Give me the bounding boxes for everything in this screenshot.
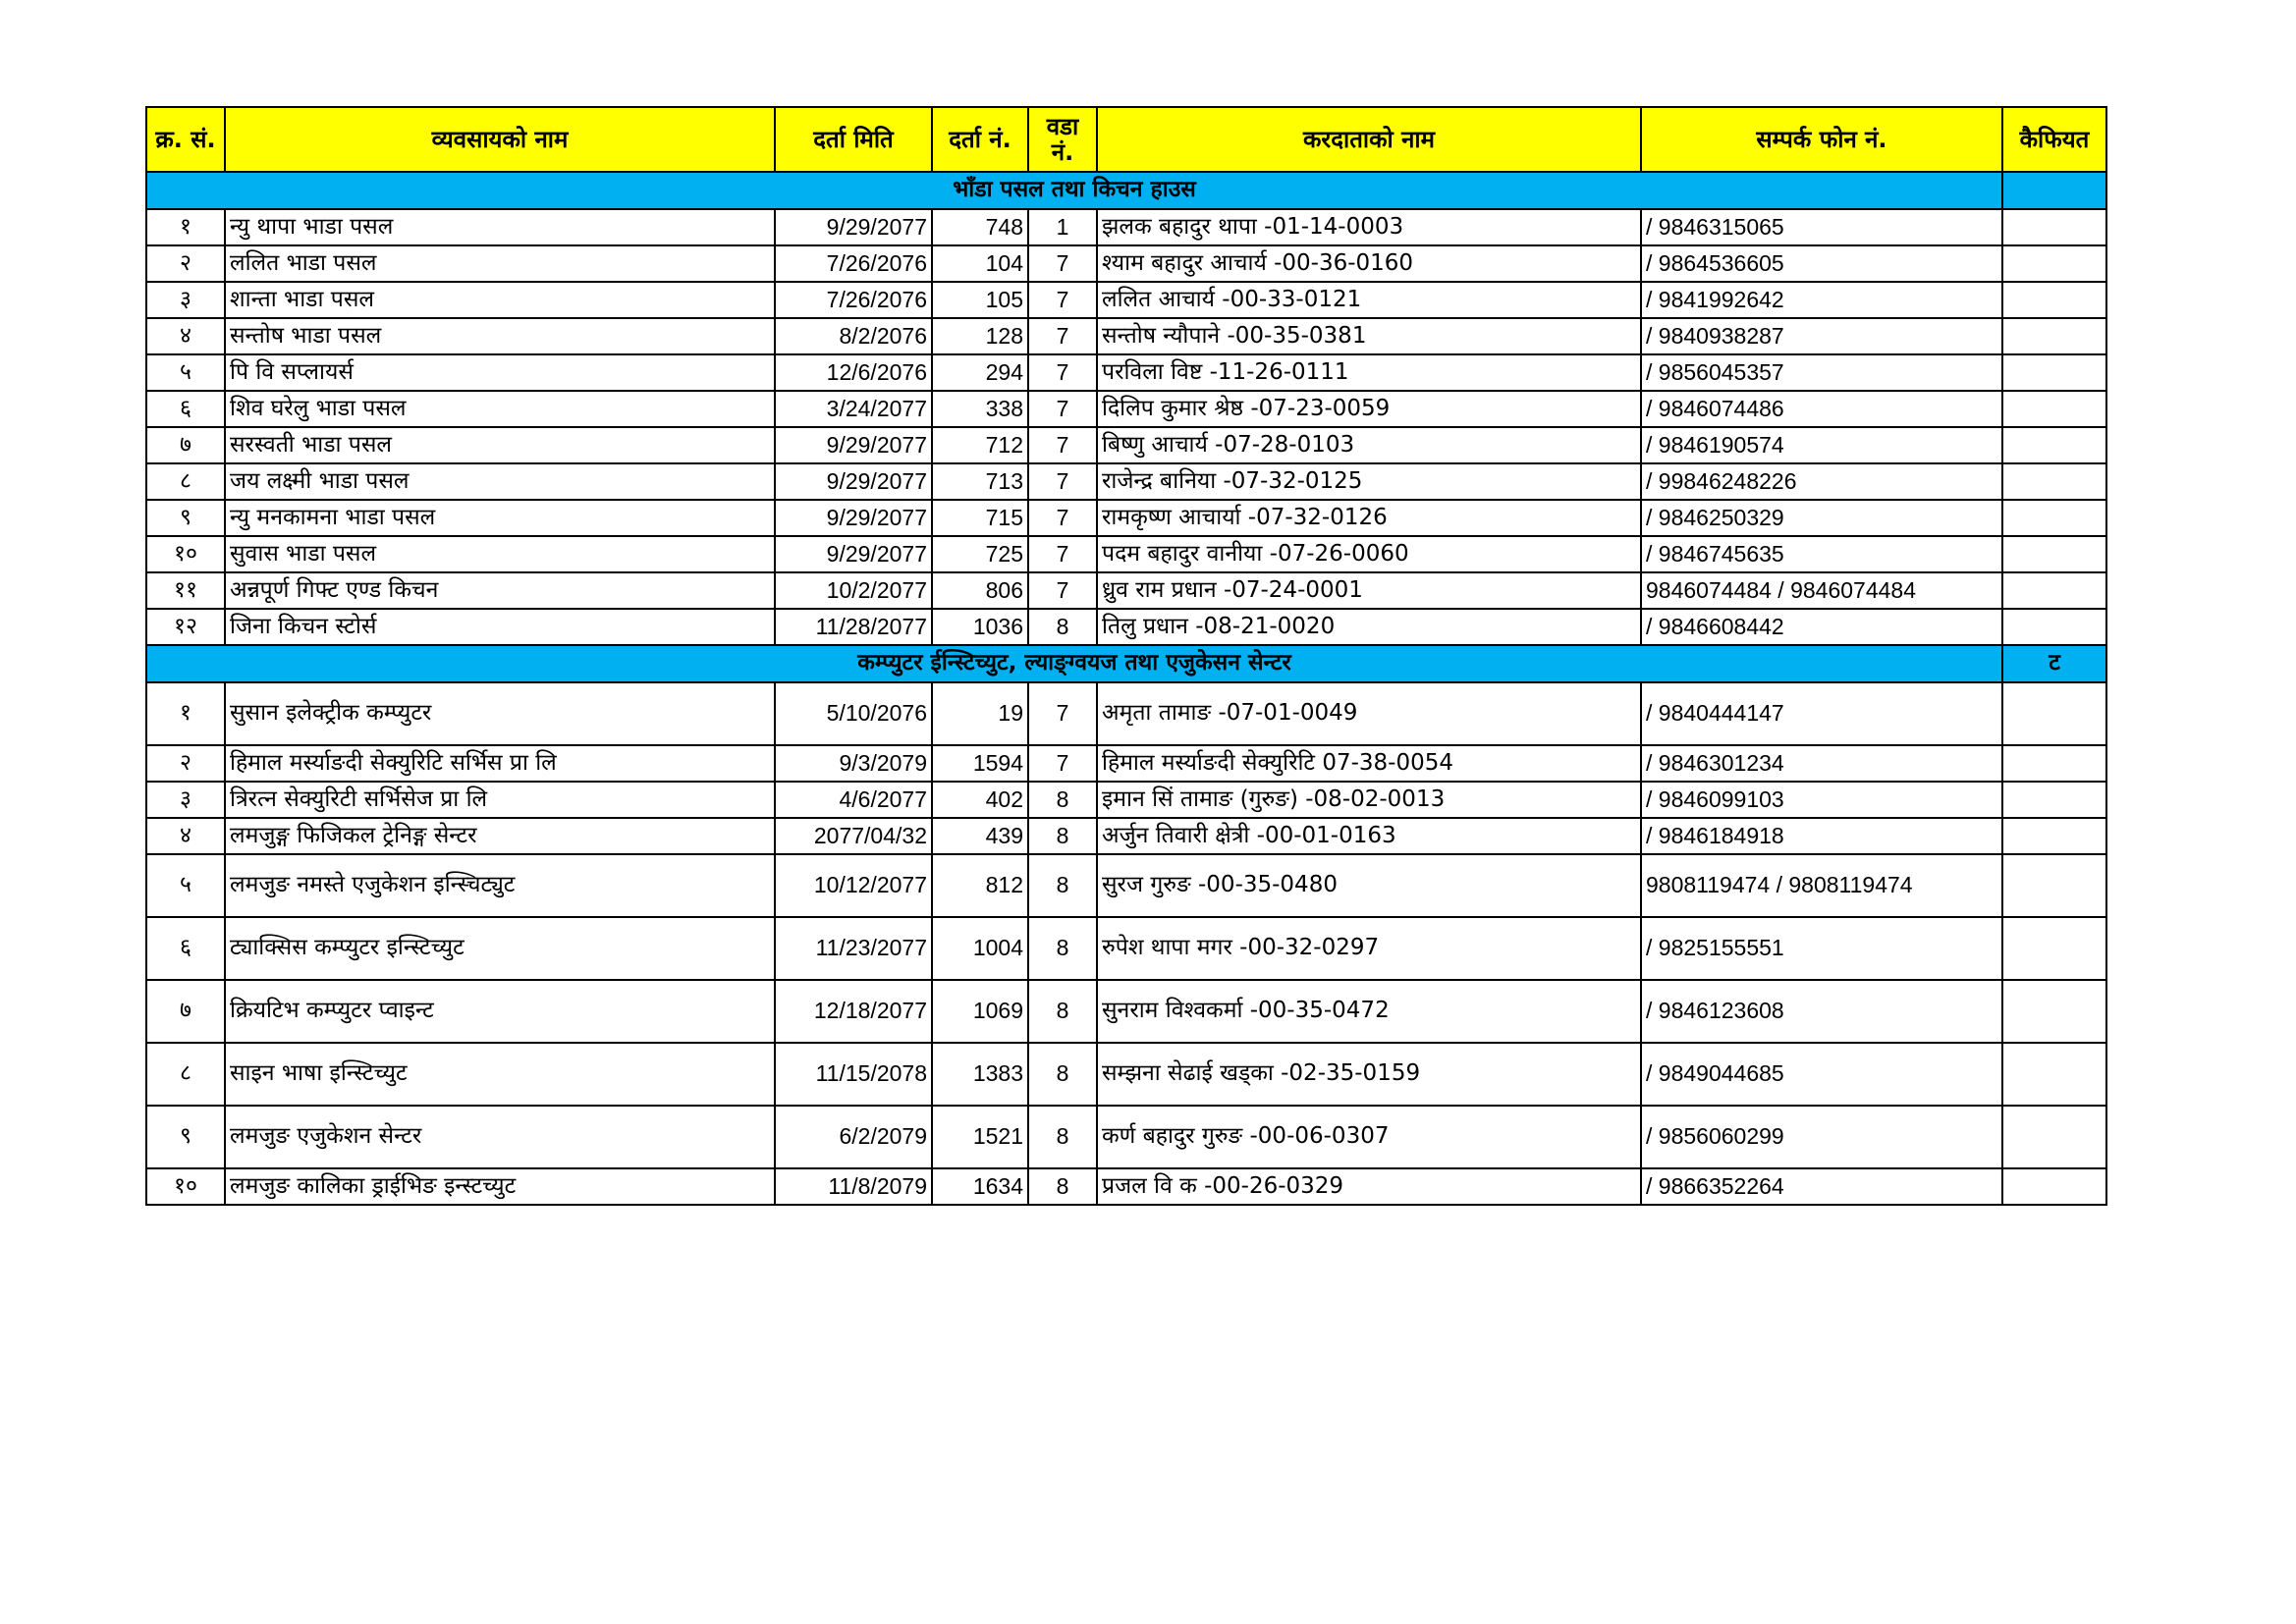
cell-sn: ५ — [146, 354, 225, 391]
table-row — [146, 318, 2106, 354]
cell-registration-number: 402 — [932, 782, 1028, 818]
cell-ward-number: 8 — [1028, 782, 1097, 818]
cell-ward-number: 1 — [1028, 209, 1097, 245]
section-title: कम्प्युटर ईन्स्टिच्युट, ल्याङ्ग्वयज तथा एजुकेसन सेन्टर — [146, 645, 2002, 682]
cell-remarks — [2002, 391, 2106, 427]
cell-registration-date: 6/2/2079 — [775, 1106, 932, 1168]
cell-sn: १ — [146, 209, 225, 245]
cell-contact-phone: / 9846608442 — [1641, 609, 2002, 645]
cell-contact-phone: / 9864536605 — [1641, 245, 2002, 282]
cell-registration-date: 9/3/2079 — [775, 745, 932, 782]
cell-remarks — [2002, 1168, 2106, 1205]
cell-remarks — [2002, 1106, 2106, 1168]
table-row — [146, 1168, 2106, 1205]
cell-taxpayer-name: अर्जुन तिवारी क्षेत्री -00-01-0163 — [1097, 818, 1641, 854]
cell-taxpayer-name: झलक बहादुर थापा -01-14-0003 — [1097, 209, 1641, 245]
cell-registration-number: 806 — [932, 572, 1028, 609]
cell-taxpayer-name: सन्तोष न्यौपाने -00-35-0381 — [1097, 318, 1641, 354]
cell-registration-date: 9/29/2077 — [775, 536, 932, 572]
table-row — [146, 782, 2106, 818]
cell-taxpayer-name: रुपेश थापा मगर -00-32-0297 — [1097, 917, 1641, 980]
cell-business-name: सन्तोष भाडा पसल — [225, 318, 775, 354]
cell-business-name: जय लक्ष्मी भाडा पसल — [225, 463, 775, 500]
cell-remarks — [2002, 209, 2106, 245]
cell-sn: १० — [146, 1168, 225, 1205]
cell-taxpayer-name: ध्रुव राम प्रधान -07-24-0001 — [1097, 572, 1641, 609]
cell-sn: १२ — [146, 609, 225, 645]
cell-taxpayer-name: बिष्णु आचार्य -07-28-0103 — [1097, 427, 1641, 463]
cell-remarks — [2002, 245, 2106, 282]
cell-registration-number: 725 — [932, 536, 1028, 572]
section-remark: ट — [2002, 645, 2106, 682]
cell-contact-phone: / 9825155551 — [1641, 917, 2002, 980]
cell-taxpayer-name: अमृता तामाङ -07-01-0049 — [1097, 682, 1641, 745]
header-contact-phone: सम्पर्क फोन नं. — [1641, 107, 2002, 172]
cell-registration-date: 11/15/2078 — [775, 1043, 932, 1106]
cell-registration-date: 11/23/2077 — [775, 917, 932, 980]
cell-sn: ११ — [146, 572, 225, 609]
cell-sn: ६ — [146, 917, 225, 980]
cell-registration-number: 712 — [932, 427, 1028, 463]
cell-remarks — [2002, 1043, 2106, 1106]
cell-remarks — [2002, 463, 2106, 500]
cell-business-name: ट्याक्सिस कम्प्युटर इन्स्टिच्युट — [225, 917, 775, 980]
cell-remarks — [2002, 354, 2106, 391]
cell-ward-number: 7 — [1028, 391, 1097, 427]
cell-taxpayer-name: परविला विष्ट -11-26-0111 — [1097, 354, 1641, 391]
cell-contact-phone: / 9846099103 — [1641, 782, 2002, 818]
cell-sn: ३ — [146, 782, 225, 818]
cell-business-name: क्रियटिभ कम्प्युटर प्वाइन्ट — [225, 980, 775, 1043]
cell-remarks — [2002, 572, 2106, 609]
cell-contact-phone: / 9846184918 — [1641, 818, 2002, 854]
cell-taxpayer-name: सुनराम विश्वकर्मा -00-35-0472 — [1097, 980, 1641, 1043]
cell-registration-number: 812 — [932, 854, 1028, 917]
cell-remarks — [2002, 500, 2106, 536]
cell-remarks — [2002, 609, 2106, 645]
cell-taxpayer-name: इमान सिं तामाङ (गुरुङ) -08-02-0013 — [1097, 782, 1641, 818]
cell-remarks — [2002, 427, 2106, 463]
cell-sn: १ — [146, 682, 225, 745]
table-row — [146, 245, 2106, 282]
cell-contact-phone: / 9856060299 — [1641, 1106, 2002, 1168]
cell-registration-number: 19 — [932, 682, 1028, 745]
cell-taxpayer-name: रामकृष्ण आचार्या -07-32-0126 — [1097, 500, 1641, 536]
table-row — [146, 1106, 2106, 1168]
cell-taxpayer-name: पदम बहादुर वानीया -07-26-0060 — [1097, 536, 1641, 572]
cell-business-name: सुवास भाडा पसल — [225, 536, 775, 572]
cell-contact-phone: / 9846301234 — [1641, 745, 2002, 782]
cell-contact-phone: / 9840444147 — [1641, 682, 2002, 745]
header-remarks: कैफियत — [2002, 107, 2106, 172]
cell-registration-number: 105 — [932, 282, 1028, 318]
cell-contact-phone: / 9846250329 — [1641, 500, 2002, 536]
table-row — [146, 354, 2106, 391]
cell-contact-phone: / 9856045357 — [1641, 354, 2002, 391]
table-row — [146, 745, 2106, 782]
cell-registration-date: 11/28/2077 — [775, 609, 932, 645]
cell-sn: २ — [146, 245, 225, 282]
cell-registration-number: 1634 — [932, 1168, 1028, 1205]
cell-business-name: लमजुङ एजुकेशन सेन्टर — [225, 1106, 775, 1168]
cell-sn: ५ — [146, 854, 225, 917]
cell-remarks — [2002, 854, 2106, 917]
cell-remarks — [2002, 917, 2106, 980]
cell-registration-number: 128 — [932, 318, 1028, 354]
cell-remarks — [2002, 980, 2106, 1043]
header-taxpayer-name: करदाताको नाम — [1097, 107, 1641, 172]
cell-remarks — [2002, 536, 2106, 572]
table-row — [146, 282, 2106, 318]
table-row — [146, 536, 2106, 572]
cell-business-name: त्रिरत्न सेक्युरिटी सर्भिसेज प्रा लि — [225, 782, 775, 818]
table-row — [146, 209, 2106, 245]
cell-registration-date: 12/6/2076 — [775, 354, 932, 391]
cell-sn: ७ — [146, 427, 225, 463]
table-body — [146, 172, 2106, 1205]
business-registry-table — [145, 106, 2107, 1206]
cell-contact-phone: / 9846123608 — [1641, 980, 2002, 1043]
cell-remarks — [2002, 318, 2106, 354]
cell-ward-number: 7 — [1028, 500, 1097, 536]
cell-business-name: शान्ता भाडा पसल — [225, 282, 775, 318]
cell-ward-number: 7 — [1028, 245, 1097, 282]
cell-ward-number: 7 — [1028, 682, 1097, 745]
cell-contact-phone: / 9841992642 — [1641, 282, 2002, 318]
cell-sn: ४ — [146, 318, 225, 354]
table-row — [146, 463, 2106, 500]
cell-taxpayer-name: कर्ण बहादुर गुरुङ -00-06-0307 — [1097, 1106, 1641, 1168]
header-ward-number: वडा नं. — [1028, 107, 1097, 172]
cell-sn: ६ — [146, 391, 225, 427]
cell-business-name: अन्नपूर्ण गिफ्ट एण्ड किचन — [225, 572, 775, 609]
cell-business-name: लमजुङ कालिका ड्राईभिङ इन्स्टच्युट — [225, 1168, 775, 1205]
cell-ward-number: 7 — [1028, 318, 1097, 354]
cell-registration-date: 4/6/2077 — [775, 782, 932, 818]
cell-business-name: पि वि सप्लायर्स — [225, 354, 775, 391]
cell-business-name: लमजुङ नमस्ते एजुकेशन इन्स्चिट्युट — [225, 854, 775, 917]
cell-ward-number: 8 — [1028, 609, 1097, 645]
cell-remarks — [2002, 745, 2106, 782]
header-registration-number: दर्ता नं. — [932, 107, 1028, 172]
section-header-row — [146, 645, 2106, 682]
cell-sn: ३ — [146, 282, 225, 318]
cell-business-name: सरस्वती भाडा पसल — [225, 427, 775, 463]
cell-registration-date: 8/2/2076 — [775, 318, 932, 354]
cell-sn: १० — [146, 536, 225, 572]
cell-contact-phone: / 9840938287 — [1641, 318, 2002, 354]
cell-business-name: सुसान इलेक्ट्रीक कम्प्युटर — [225, 682, 775, 745]
cell-ward-number: 8 — [1028, 1043, 1097, 1106]
cell-business-name: ललित भाडा पसल — [225, 245, 775, 282]
cell-business-name: जिना किचन स्टोर्स — [225, 609, 775, 645]
cell-business-name: न्यु मनकामना भाडा पसल — [225, 500, 775, 536]
cell-taxpayer-name: दिलिप कुमार श्रेष्ठ -07-23-0059 — [1097, 391, 1641, 427]
cell-business-name: हिमाल मर्स्याङदी सेक्युरिटि सर्भिस प्रा लि — [225, 745, 775, 782]
cell-taxpayer-name: तिलु प्रधान -08-21-0020 — [1097, 609, 1641, 645]
cell-registration-number: 439 — [932, 818, 1028, 854]
cell-sn: ९ — [146, 1106, 225, 1168]
cell-ward-number: 7 — [1028, 745, 1097, 782]
cell-ward-number: 8 — [1028, 1106, 1097, 1168]
cell-registration-number: 1383 — [932, 1043, 1028, 1106]
cell-contact-phone: / 9846315065 — [1641, 209, 2002, 245]
cell-ward-number: 8 — [1028, 917, 1097, 980]
table-row — [146, 818, 2106, 854]
cell-registration-number: 1521 — [932, 1106, 1028, 1168]
cell-sn: ९ — [146, 500, 225, 536]
table-row — [146, 682, 2106, 745]
cell-ward-number: 8 — [1028, 818, 1097, 854]
cell-ward-number: 8 — [1028, 1168, 1097, 1205]
cell-ward-number: 7 — [1028, 572, 1097, 609]
table-row — [146, 1043, 2106, 1106]
cell-business-name: शिव घरेलु भाडा पसल — [225, 391, 775, 427]
section-title: भाँडा पसल तथा किचन हाउस — [146, 172, 2002, 209]
cell-taxpayer-name: हिमाल मर्स्याङदी सेक्युरिटि 07-38-0054 — [1097, 745, 1641, 782]
table-row — [146, 427, 2106, 463]
cell-sn: ७ — [146, 980, 225, 1043]
cell-registration-date: 10/2/2077 — [775, 572, 932, 609]
cell-registration-number: 713 — [932, 463, 1028, 500]
cell-registration-number: 1069 — [932, 980, 1028, 1043]
table-row — [146, 980, 2106, 1043]
cell-business-name: लमजुङ्ग फिजिकल ट्रेनिङ्ग सेन्टर — [225, 818, 775, 854]
cell-ward-number: 7 — [1028, 427, 1097, 463]
cell-contact-phone: 9846074484 / 9846074484 — [1641, 572, 2002, 609]
cell-registration-number: 1036 — [932, 609, 1028, 645]
cell-registration-date: 9/29/2077 — [775, 500, 932, 536]
table-row — [146, 572, 2106, 609]
header-registration-date: दर्ता मिति — [775, 107, 932, 172]
table-row — [146, 609, 2106, 645]
cell-ward-number: 8 — [1028, 980, 1097, 1043]
cell-registration-date: 9/29/2077 — [775, 463, 932, 500]
cell-taxpayer-name: श्याम बहादुर आचार्य -00-36-0160 — [1097, 245, 1641, 282]
cell-business-name: साइन भाषा इन्स्टिच्युट — [225, 1043, 775, 1106]
cell-contact-phone: / 9866352264 — [1641, 1168, 2002, 1205]
cell-contact-phone: / 9846745635 — [1641, 536, 2002, 572]
cell-contact-phone: / 9846190574 — [1641, 427, 2002, 463]
cell-registration-number: 294 — [932, 354, 1028, 391]
header-row — [146, 107, 2106, 172]
cell-remarks — [2002, 682, 2106, 745]
table-row — [146, 854, 2106, 917]
cell-ward-number: 7 — [1028, 463, 1097, 500]
cell-registration-date: 10/12/2077 — [775, 854, 932, 917]
cell-registration-date: 11/8/2079 — [775, 1168, 932, 1205]
cell-sn: ८ — [146, 463, 225, 500]
header-sn: क्र. सं. — [146, 107, 225, 172]
table-row — [146, 391, 2106, 427]
cell-registration-date: 9/29/2077 — [775, 209, 932, 245]
cell-registration-number: 1594 — [932, 745, 1028, 782]
table-row — [146, 917, 2106, 980]
cell-registration-date: 9/29/2077 — [775, 427, 932, 463]
cell-sn: २ — [146, 745, 225, 782]
cell-registration-date: 7/26/2076 — [775, 245, 932, 282]
cell-sn: ८ — [146, 1043, 225, 1106]
cell-ward-number: 8 — [1028, 854, 1097, 917]
cell-remarks — [2002, 782, 2106, 818]
cell-registration-number: 748 — [932, 209, 1028, 245]
header-business-name: व्यवसायको नाम — [225, 107, 775, 172]
cell-contact-phone: / 9846074486 — [1641, 391, 2002, 427]
cell-taxpayer-name: सम्झना सेढाई खड्का -02-35-0159 — [1097, 1043, 1641, 1106]
cell-registration-number: 1004 — [932, 917, 1028, 980]
cell-taxpayer-name: राजेन्द्र बानिया -07-32-0125 — [1097, 463, 1641, 500]
cell-contact-phone: / 9849044685 — [1641, 1043, 2002, 1106]
cell-remarks — [2002, 282, 2106, 318]
cell-registration-number: 338 — [932, 391, 1028, 427]
cell-ward-number: 7 — [1028, 536, 1097, 572]
section-header-row — [146, 172, 2106, 209]
cell-taxpayer-name: प्रजल वि क -00-26-0329 — [1097, 1168, 1641, 1205]
section-remark — [2002, 172, 2106, 209]
cell-ward-number: 7 — [1028, 354, 1097, 391]
cell-taxpayer-name: सुरज गुरुङ -00-35-0480 — [1097, 854, 1641, 917]
cell-ward-number: 7 — [1028, 282, 1097, 318]
cell-registration-date: 7/26/2076 — [775, 282, 932, 318]
cell-contact-phone: 9808119474 / 9808119474 — [1641, 854, 2002, 917]
cell-registration-date: 2077/04/32 — [775, 818, 932, 854]
table-row — [146, 500, 2106, 536]
cell-registration-date: 12/18/2077 — [775, 980, 932, 1043]
cell-registration-date: 5/10/2076 — [775, 682, 932, 745]
cell-registration-number: 104 — [932, 245, 1028, 282]
cell-registration-number: 715 — [932, 500, 1028, 536]
cell-remarks — [2002, 818, 2106, 854]
cell-business-name: न्यु थापा भाडा पसल — [225, 209, 775, 245]
cell-sn: ४ — [146, 818, 225, 854]
cell-registration-date: 3/24/2077 — [775, 391, 932, 427]
cell-contact-phone: / 99846248226 — [1641, 463, 2002, 500]
cell-taxpayer-name: ललित आचार्य -00-33-0121 — [1097, 282, 1641, 318]
